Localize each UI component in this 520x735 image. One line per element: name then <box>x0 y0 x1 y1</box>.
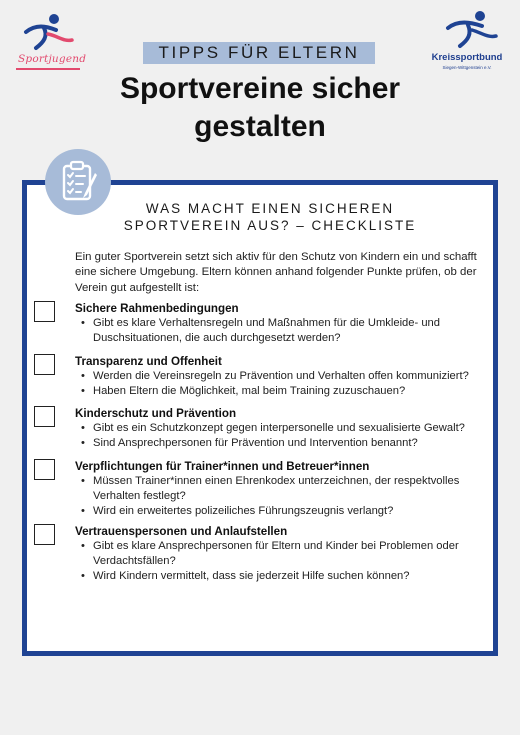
section-title: Vertrauenspersonen und Anlaufstellen <box>75 525 288 538</box>
list-item: • Wird ein erweitertes polizeiliches Führungszeugnis verlangt? <box>81 504 486 519</box>
section-list <box>81 369 486 399</box>
checkbox[interactable] <box>34 406 55 427</box>
kicker-text: TIPPS FÜR ELTERN <box>158 43 360 62</box>
checkbox[interactable] <box>34 354 55 375</box>
section-title: Transparenz und Offenheit <box>75 355 222 368</box>
list-item: • Gibt es klare Ansprechpersonen für Eltern und Kinder bei Problemen oder Verdachtsfällen? <box>81 539 486 569</box>
section-list <box>81 421 486 451</box>
list-item: • Werden die Vereinsregeln zu Prävention und Verhalten offen kommuniziert? <box>81 369 486 384</box>
section-list <box>81 539 486 584</box>
list-item: • Gibt es klare Verhaltensregeln und Maßnahmen für die Umkleide- und Duschsituationen, die auch durchgesetzt werden? <box>81 316 486 346</box>
list-item: • Gibt es ein Schutzkonzept gegen interpersonelle und sexualisierte Gewalt? <box>81 421 486 436</box>
intro-paragraph: Ein guter Sportverein setzt sich aktiv für den Schutz von Kindern ein und schafft eine sichere Umgebung. Eltern können anhand folgender Punkte prüfen, ob der Verein gut aufgestellt ist: <box>75 251 477 294</box>
section-list <box>81 316 486 346</box>
kreissportbund-logo-subtext: Siegen-Wittgenstein e.V. <box>442 65 492 70</box>
section-list <box>81 474 486 519</box>
page-title: Sportvereine sicher gestalten <box>119 72 401 143</box>
section-title: Verpflichtungen für Trainer*innen und Betreuer*innen <box>75 460 370 473</box>
list-item: • Müssen Trainer*innen einen Ehrenkodex unterzeichnen, der respektvolles Verhalten festlegt? <box>81 474 486 504</box>
section-title: Sichere Rahmenbedingungen <box>75 302 239 315</box>
card-heading: WAS MACHT EINEN SICHEREN SPORTVEREIN AUS? – CHECKLISTE <box>123 201 417 233</box>
kreissportbund-logo <box>424 8 510 70</box>
clipboard-checklist-icon <box>55 159 101 205</box>
checkbox[interactable] <box>34 524 55 545</box>
kicker-banner <box>143 42 375 64</box>
kreissportbund-logo-text: Kreissportbund <box>431 52 503 63</box>
runner-icon <box>14 10 84 54</box>
runner-icon <box>424 8 510 52</box>
sportjugend-logo <box>14 10 87 72</box>
sportjugend-logo-text: Sportjugend <box>18 53 87 65</box>
section-title: Kinderschutz und Prävention <box>75 407 237 420</box>
checkbox[interactable] <box>34 459 55 480</box>
list-item: • Wird Kindern vermittelt, dass sie jederzeit Hilfe suchen können? <box>81 569 486 584</box>
list-item: • Sind Ansprechpersonen für Prävention und Intervention benannt? <box>81 436 486 451</box>
checkbox[interactable] <box>34 301 55 322</box>
list-item: • Haben Eltern die Möglichkeit, mal beim Training zuzuschauen? <box>81 384 486 399</box>
